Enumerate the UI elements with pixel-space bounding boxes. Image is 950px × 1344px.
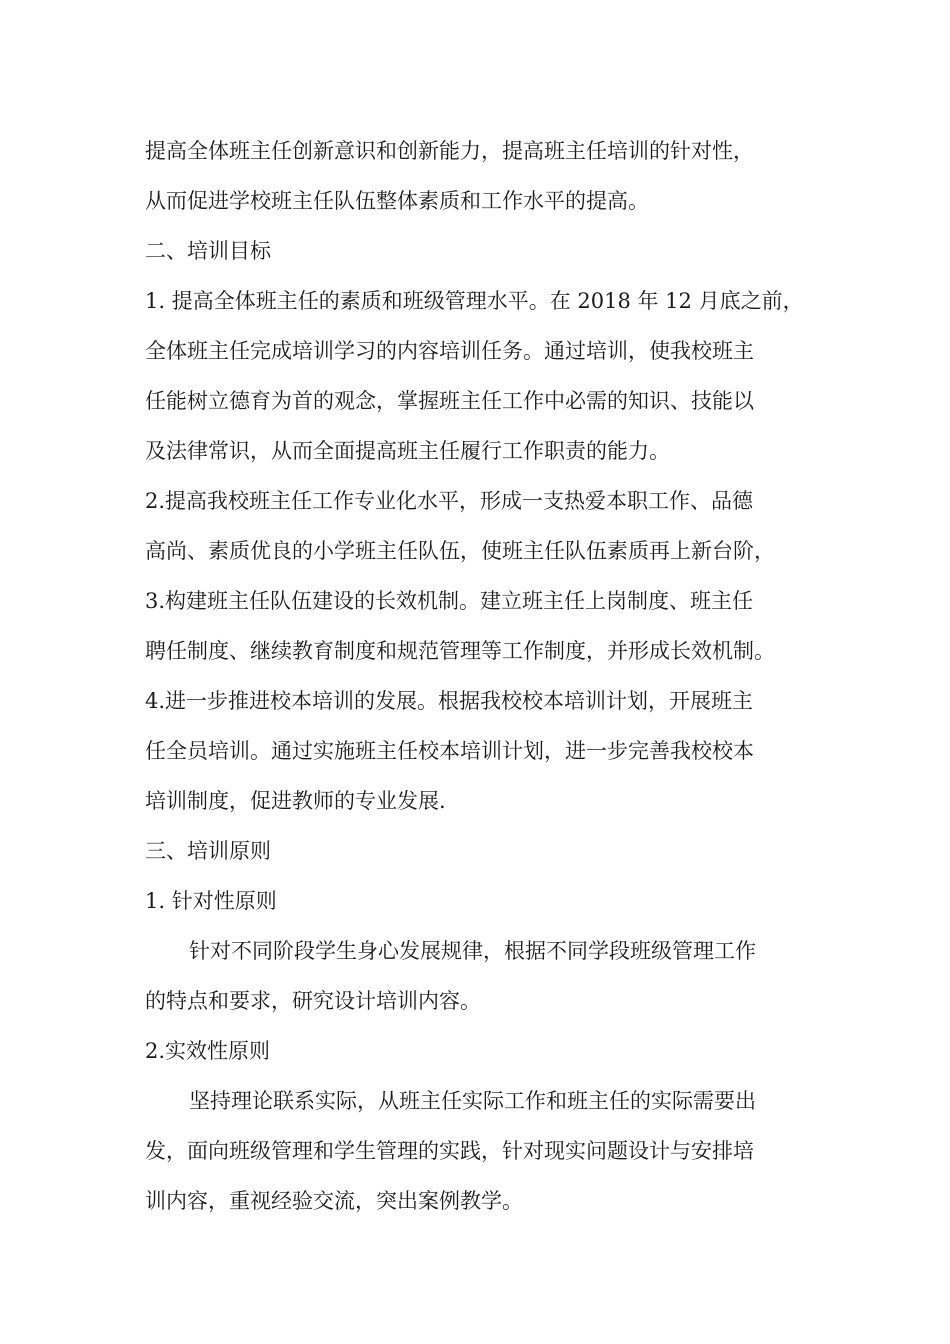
section-heading: 三、培训原则: [145, 839, 271, 863]
text-line: 4.进一步推进校本培训的发展。根据我校校本培训计划，开展班主: [145, 689, 754, 713]
text-line: 训内容，重视经验交流，突出案例教学。: [145, 1189, 523, 1213]
text-line: 及法律常识，从而全面提高班主任履行工作职责的能力。: [145, 439, 670, 463]
text-line: 2.提高我校班主任工作专业化水平，形成一支热爱本职工作、品德: [145, 489, 754, 513]
text-line: 聘任制度、继续教育制度和规范管理等工作制度，并形成长效机制。: [145, 639, 775, 663]
text-line: 培训制度，促进教师的专业发展.: [145, 789, 446, 813]
text-line: 任全员培训。通过实施班主任校本培训计划，进一步完善我校校本: [145, 739, 754, 763]
document-body: [145, 126, 835, 1226]
text-line: 提高全体班主任创新意识和创新能力，提高班主任培训的针对性，: [145, 139, 754, 163]
text-line: 高尚、素质优良的小学班主任队伍，使班主任队伍素质再上新台阶，: [145, 539, 775, 563]
text-line: 全体班主任完成培训学习的内容培训任务。通过培训，使我校班主: [145, 339, 754, 363]
text-line: 从而促进学校班主任队伍整体素质和工作水平的提高。: [145, 189, 649, 213]
subsection-heading: 2.实效性原则: [145, 1039, 271, 1063]
text-line: 的特点和要求，研究设计培训内容。: [145, 989, 481, 1013]
subsection-heading: 1. 针对性原则: [145, 889, 277, 913]
text-line: 发，面向班级管理和学生管理的实践，针对现实问题设计与安排培: [145, 1139, 754, 1163]
text-line: 坚持理论联系实际，从班主任实际工作和班主任的实际需要出: [189, 1089, 756, 1113]
text-line: 3.构建班主任队伍建设的长效机制。建立班主任上岗制度、班主任: [145, 589, 754, 613]
text-line: 针对不同阶段学生身心发展规律，根据不同学段班级管理工作: [189, 939, 756, 963]
text-line: 1. 提高全体班主任的素质和班级管理水平。在 2018 年 12 月底之前，: [145, 289, 804, 313]
section-heading: 二、培训目标: [145, 239, 271, 263]
text-line: 任能树立德育为首的观念，掌握班主任工作中必需的知识、技能以: [145, 389, 754, 413]
